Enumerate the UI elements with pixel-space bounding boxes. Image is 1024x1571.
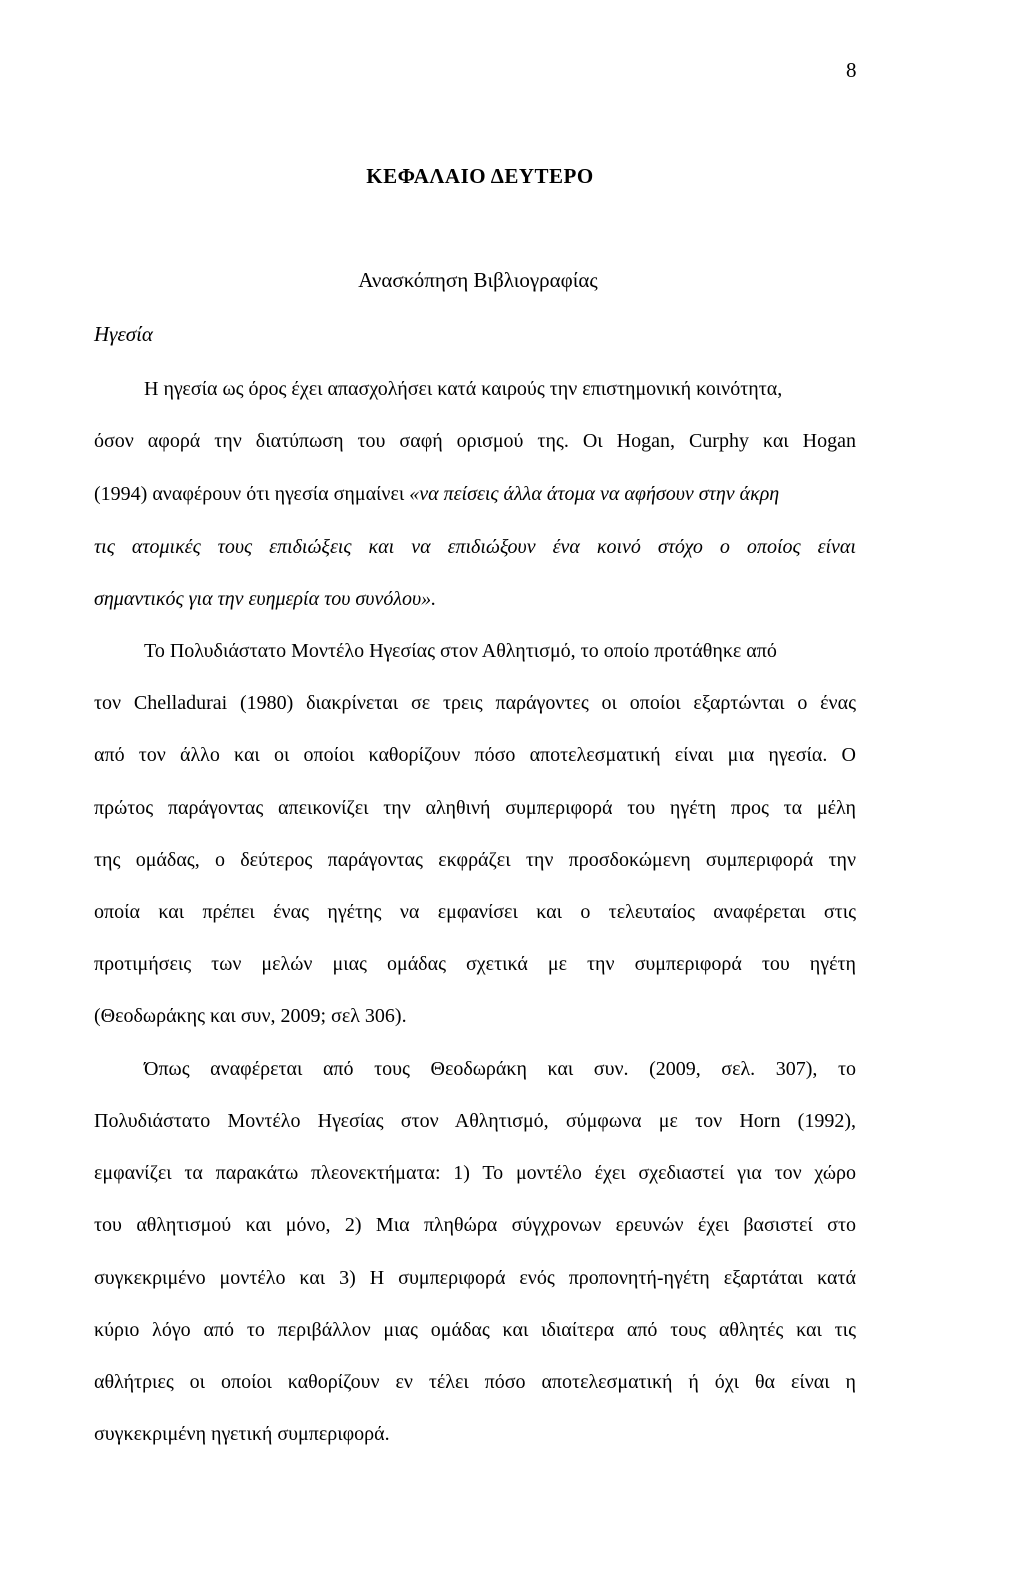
paragraph-line: οποία και πρέπει ένας ηγέτης να εμφανίσει και ο τελευταίος αναφέρεται στις bbox=[94, 901, 856, 923]
paragraph-line: συγκεκριμένο μοντέλο και 3) Η συμπεριφορά ενός προπονητή-ηγέτη εξαρτάται κατά bbox=[94, 1267, 856, 1289]
paragraph-line: της ομάδας, ο δεύτερος παράγοντας εκφράζει την προσδοκώμενη συμπεριφορά την bbox=[94, 849, 856, 871]
paragraph-line: (Θεοδωράκης και συν, 2009; σελ 306). bbox=[94, 1005, 407, 1027]
paragraph-line: συγκεκριμένη ηγετική συμπεριφορά. bbox=[94, 1423, 390, 1445]
chapter-title: ΚΕΦΑΛΑΙΟ ΔΕΥΤΕΡΟ bbox=[366, 164, 594, 188]
page-number: 8 bbox=[846, 58, 857, 82]
paragraph-text: (1994) αναφέρουν ότι ηγεσία σημαίνει bbox=[94, 483, 410, 505]
paragraph-line: τον Chelladurai (1980) διακρίνεται σε τρεις παράγοντες οι οποίοι εξαρτώνται ο ένας bbox=[94, 692, 856, 714]
paragraph-line: από τον άλλο και οι οποίοι καθορίζουν πόσο αποτελεσματική είναι μια ηγεσία. Ο bbox=[94, 744, 856, 766]
quote-line: σημαντικός για την ευημερία του συνόλου». bbox=[94, 588, 437, 610]
paragraph-line: όσον αφορά την διατύπωση του σαφή ορισμού της. Οι Hogan, Curphy και Hogan bbox=[94, 430, 856, 452]
subsection-title: Ηγεσία bbox=[94, 322, 153, 346]
paragraph-line bbox=[94, 480, 779, 508]
paragraph-line: πρώτος παράγοντας απεικονίζει την αληθινή συμπεριφορά του ηγέτη προς τα μέλη bbox=[94, 797, 856, 819]
paragraph-line: Πολυδιάστατο Μοντέλο Ηγεσίας στον Αθλητισμό, σύμφωνα με τον Horn (1992), bbox=[94, 1110, 856, 1132]
paragraph-line: κύριο λόγο από το περιβάλλον μιας ομάδας και ιδιαίτερα από τους αθλητές και τις bbox=[94, 1319, 856, 1341]
paragraph-line: Το Πολυδιάστατο Μοντέλο Ηγεσίας στον Αθλητισμό, το οποίο προτάθηκε από bbox=[144, 640, 777, 662]
quote-text: «να πείσεις άλλα άτομα να αφήσουν στην άκρη bbox=[409, 483, 780, 505]
paragraph-line: αθλήτριες οι οποίοι καθορίζουν εν τέλει πόσο αποτελεσματική ή όχι θα είναι η bbox=[94, 1371, 856, 1393]
quote-line: τις ατομικές τους επιδιώξεις και να επιδιώξουν ένα κοινό στόχο ο οποίος είναι bbox=[94, 536, 856, 558]
paragraph-line: Η ηγεσία ως όρος έχει απασχολήσει κατά καιρούς την επιστημονική κοινότητα, bbox=[144, 378, 783, 400]
paragraph-line: του αθλητισμού και μόνο, 2) Μια πληθώρα σύγχρονων ερευνών έχει βασιστεί στο bbox=[94, 1214, 856, 1236]
paragraph-line: εμφανίζει τα παρακάτω πλεονεκτήματα: 1) Το μοντέλο έχει σχεδιαστεί για τον χώρο bbox=[94, 1162, 856, 1184]
paragraph-line: προτιμήσεις των μελών μιας ομάδας σχετικά με την συμπεριφορά του ηγέτη bbox=[94, 953, 856, 975]
paragraph-line: Όπως αναφέρεται από τους Θεοδωράκη και συν. (2009, σελ. 307), το bbox=[144, 1058, 856, 1080]
section-title: Ανασκόπηση Βιβλιογραφίας bbox=[358, 268, 598, 292]
